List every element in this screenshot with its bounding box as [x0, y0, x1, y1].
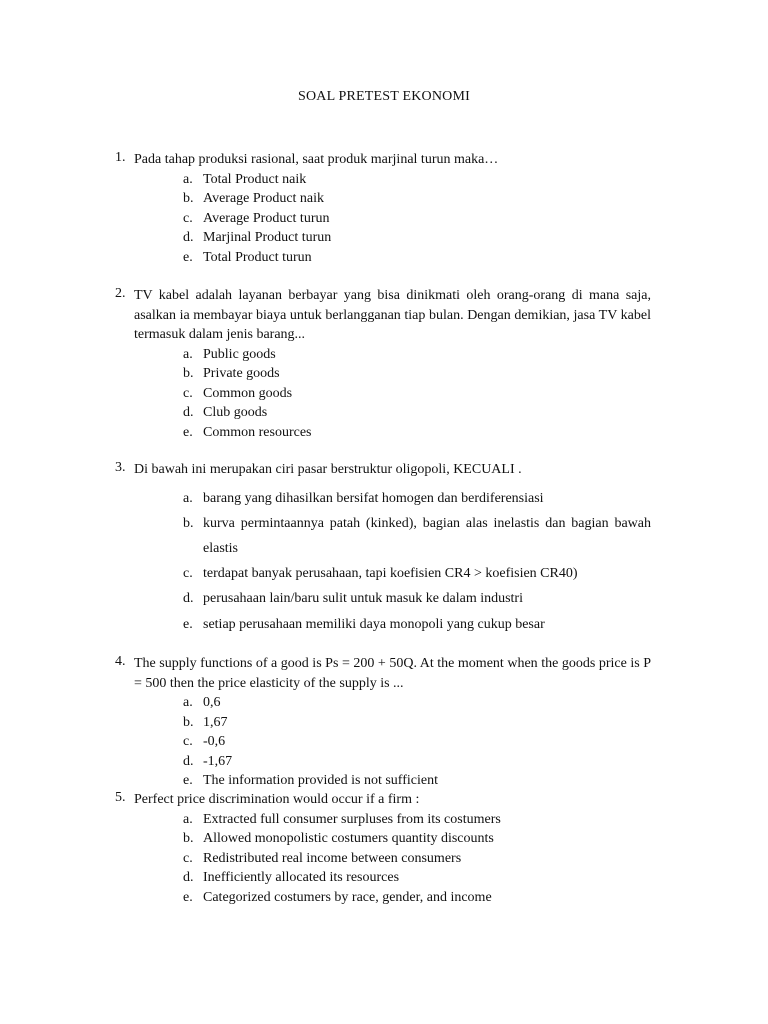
option-e	[183, 771, 651, 791]
option-letter: b.	[183, 714, 194, 730]
option-d	[183, 752, 651, 772]
option-e	[183, 423, 651, 443]
option-list	[115, 345, 651, 443]
option-e	[183, 612, 651, 637]
option-list	[115, 486, 651, 637]
option-text: Extracted full consumer surpluses from its costumers	[203, 811, 501, 827]
option-c	[183, 561, 651, 586]
option-letter: a.	[183, 695, 193, 710]
option-text: Total Product naik	[203, 171, 307, 187]
option-letter: a.	[183, 811, 193, 827]
question-5	[115, 790, 651, 907]
option-letter: e.	[183, 249, 193, 265]
option-a	[183, 693, 651, 713]
option-letter: e.	[183, 616, 193, 632]
option-letter: c.	[183, 566, 193, 582]
question-text: Perfect price discrimination would occur if a firm :	[134, 792, 420, 807]
option-text: Allowed monopolistic costumers quantity discounts	[203, 831, 494, 846]
option-letter: c.	[183, 210, 193, 226]
question-text: Pada tahap produksi rasional, saat produk marjinal turun maka…	[134, 152, 499, 167]
option-e	[183, 248, 651, 268]
option-a	[183, 486, 651, 511]
document-title: SOAL PRETEST EKONOMI	[297, 89, 470, 104]
option-text: Total Product turun	[203, 249, 312, 265]
option-text: Redistributed real income between consumers	[203, 850, 462, 866]
option-a	[183, 345, 651, 365]
option-list	[115, 810, 651, 908]
option-letter: d.	[183, 230, 194, 245]
option-d	[183, 228, 651, 248]
question-text: Di bawah ini merupakan ciri pasar berstruktur oligopoli, KECUALI .	[134, 462, 522, 477]
option-d	[183, 403, 651, 423]
option-c	[183, 849, 651, 869]
question-2	[115, 286, 651, 442]
option-letter: a.	[183, 346, 193, 362]
option-text: terdapat banyak perusahaan, tapi koefisien CR4 > koefisien CR40)	[203, 566, 578, 582]
option-list	[115, 693, 651, 791]
option-letter: c.	[183, 734, 193, 749]
option-text: Marjinal Product turun	[203, 230, 332, 245]
question-number: 2.	[115, 286, 126, 301]
option-text: Average Product turun	[203, 210, 330, 226]
option-text: Common goods	[203, 385, 293, 401]
option-text: Club goods	[203, 405, 268, 420]
option-text: Inefficiently allocated its resources	[203, 870, 400, 885]
option-text: Public goods	[203, 346, 276, 362]
option-text: Common resources	[203, 424, 312, 440]
option-text: Average Product naik	[203, 191, 325, 206]
option-b	[183, 189, 651, 209]
option-list	[115, 170, 651, 268]
option-text: 1,67	[203, 714, 228, 730]
option-text: Private goods	[203, 366, 280, 381]
option-d	[183, 586, 651, 611]
option-b	[183, 364, 651, 384]
option-text: setiap perusahaan memiliki daya monopoli yang cukup besar	[203, 616, 545, 632]
option-letter: e.	[183, 424, 193, 440]
option-letter: e.	[183, 889, 193, 905]
option-text: kurva permintaannya patah (kinked), bagian alas inelastis dan bagian bawah elastis	[203, 515, 651, 556]
option-letter: d.	[183, 870, 194, 885]
option-letter: b.	[183, 366, 194, 381]
option-a	[183, 810, 651, 830]
option-c	[183, 209, 651, 229]
option-letter: b.	[183, 191, 194, 206]
question-4	[115, 654, 651, 791]
option-letter: b.	[183, 831, 194, 846]
option-text: The information provided is not sufficient	[203, 773, 438, 788]
option-text: 0,6	[203, 695, 221, 710]
option-text: perusahaan lain/baru sulit untuk masuk ke dalam industri	[203, 591, 523, 607]
option-b	[183, 829, 651, 849]
question-number: 3.	[115, 460, 126, 475]
option-letter: d.	[183, 753, 194, 769]
option-c	[183, 732, 651, 752]
option-b	[183, 713, 651, 733]
option-letter: c.	[183, 850, 193, 866]
question-number: 4.	[115, 654, 126, 669]
option-text: -1,67	[203, 753, 233, 769]
option-text: barang yang dihasilkan bersifat homogen dan berdiferensiasi	[203, 490, 544, 506]
option-letter: d.	[183, 405, 194, 420]
question-3	[115, 460, 651, 637]
question-1	[115, 150, 651, 267]
question-number: 1.	[115, 150, 126, 165]
question-text: TV kabel adalah layanan berbayar yang bisa dinikmati oleh orang-orang di mana saja, asalkan ia membayar biaya untuk berlangganan tiap bulan. Dengan demikian, jasa TV kabel termasuk dalam jenis barang...	[134, 288, 651, 342]
option-d	[183, 868, 651, 888]
option-c	[183, 384, 651, 404]
question-text: The supply functions of a good is Ps = 200 + 50Q. At the moment when the goods price is P = 500 then the price elasticity of the supply is ...	[134, 656, 651, 691]
option-a	[183, 170, 651, 190]
option-text: -0,6	[203, 734, 226, 749]
option-letter: b.	[183, 515, 194, 531]
option-letter: a.	[183, 490, 193, 506]
option-letter: c.	[183, 385, 193, 401]
option-letter: d.	[183, 591, 194, 607]
option-b	[183, 511, 651, 561]
option-e	[183, 888, 651, 908]
option-letter: a.	[183, 171, 193, 187]
option-text: Categorized costumers by race, gender, and income	[203, 889, 492, 905]
option-letter: e.	[183, 773, 193, 788]
question-number: 5.	[115, 790, 126, 805]
